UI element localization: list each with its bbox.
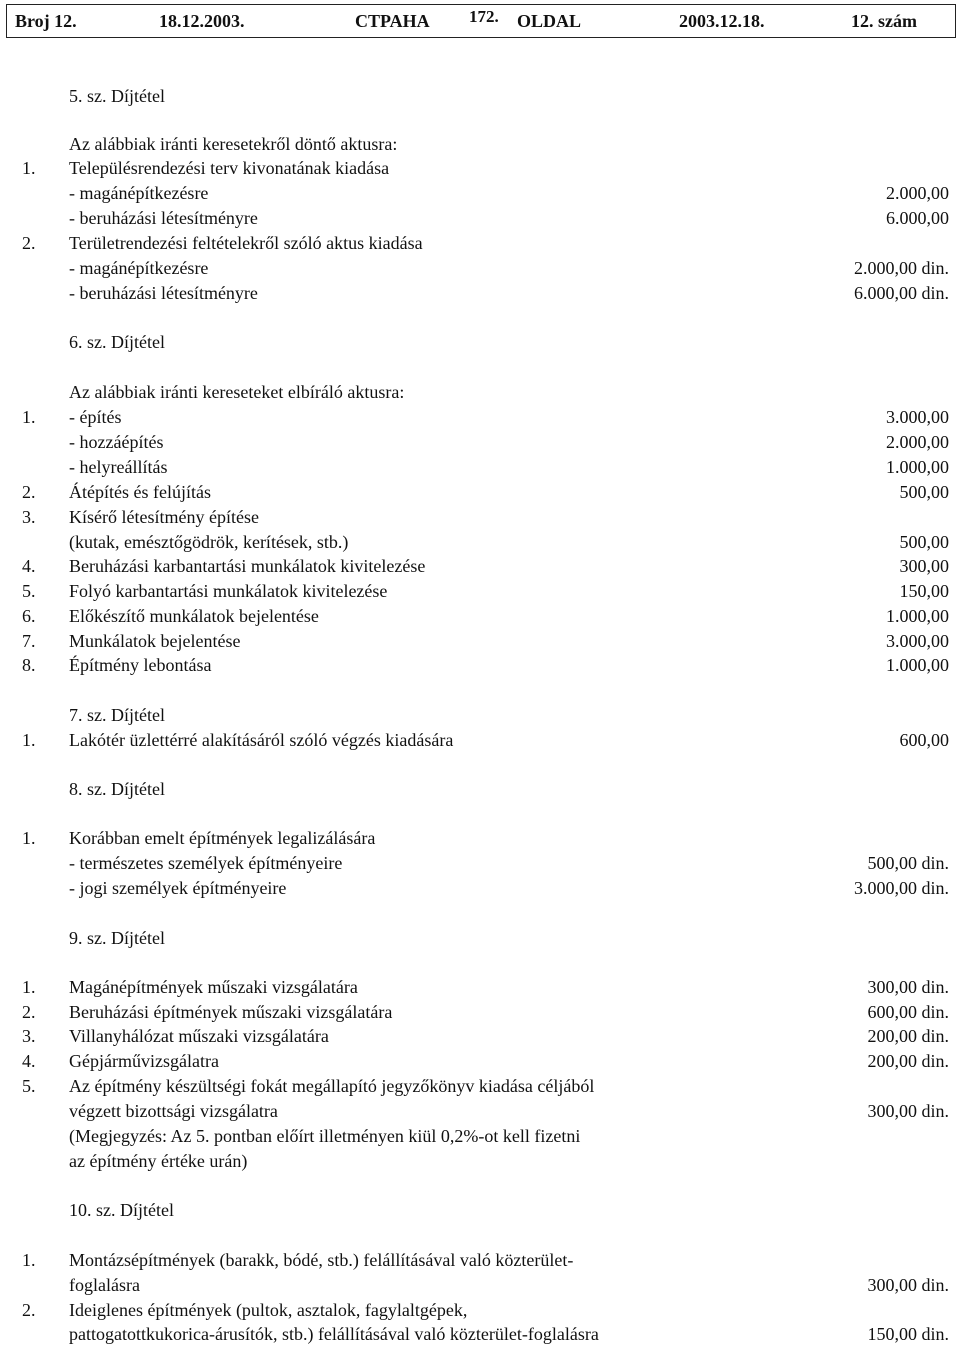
fee-line [0,728,960,752]
section-heading-row [0,703,960,727]
fee-line [0,1273,960,1297]
fee-line [0,256,960,280]
fee-line [0,604,960,628]
header-date-iso: 2003.12.18. [679,11,765,31]
section-heading: 9. sz. Díjtétel [69,928,165,948]
fee-line [0,1000,960,1024]
header-date: 18.12.2003. [159,11,245,31]
item-number: 4. [22,1051,36,1071]
fee-line [0,975,960,999]
section-heading-row [0,777,960,801]
item-text: (Megjegyzés: Az 5. pontban előírt illetményen kiül 0,2%-ot kell fizetni [69,1126,581,1146]
fee-line [0,132,960,156]
item-text: Településrendezési terv kivonatának kiadása [69,158,390,178]
fee-line [0,281,960,305]
fee-line [0,206,960,230]
fee-amount: 150,00 [899,581,949,601]
fee-amount: 150,00 din. [867,1324,949,1344]
item-number: 2. [22,1300,36,1320]
item-text: foglalásra [69,1275,140,1295]
item-number: 1. [22,828,36,848]
fee-line [0,530,960,554]
fee-amount: 2.000,00 din. [853,258,949,278]
item-number: 1. [22,1250,36,1270]
fee-line [0,430,960,454]
fee-amount: 1.000,00 [886,655,949,675]
fee-line [0,405,960,429]
item-number: 1. [22,730,36,750]
section-heading: 5. sz. Díjtétel [69,86,165,106]
header-page-number: 172. [469,7,499,26]
header-page-word-cyrillic: CTPAHA [355,11,430,31]
fee-amount: 500,00 din. [867,853,949,873]
item-text: Ideiglenes építmények (pultok, asztalok, fagylaltgépek, [69,1300,468,1320]
item-text: - természetes személyek építményeire [69,853,343,873]
fee-line [0,1124,960,1148]
item-number: 3. [22,1026,36,1046]
item-text: - helyreállítás [69,457,168,477]
item-number: 4. [22,556,36,576]
section-heading-row [0,84,960,108]
fee-line [0,505,960,529]
item-text: Kísérő létesítmény építése [69,507,259,527]
fee-line [0,629,960,653]
fee-line [0,653,960,677]
fee-line [0,554,960,578]
fee-line [0,231,960,255]
fee-amount: 3.000,00 din. [853,878,949,898]
fee-amount: 500,00 [899,532,949,552]
fee-amount: 300,00 din. [867,1101,949,1121]
item-text: az építmény értéke urán) [69,1151,248,1171]
header-issue-number-alt: 12. szám [851,11,917,31]
item-number: 8. [22,655,36,675]
item-text: Az építmény készültségi fokát megállapító jegyzőkönyv kiadása céljából [69,1076,595,1096]
fee-line [0,380,960,404]
item-text: - hozzáépítés [69,432,164,452]
item-text: Átépítés és felújítás [69,482,211,502]
fee-amount: 6.000,00 din. [853,283,949,303]
item-text: Területrendezési feltételekről szóló aktus kiadása [69,233,423,253]
item-number: 5. [22,1076,36,1096]
item-number: 1. [22,407,36,427]
item-text: Az alábbiak iránti kereseteket elbíráló aktusra: [69,382,405,402]
item-number: 1. [22,977,36,997]
fee-line [0,1322,960,1346]
item-number: 2. [22,1002,36,1022]
section-heading: 8. sz. Díjtétel [69,779,165,799]
section-heading-row [0,1198,960,1222]
fee-amount: 3.000,00 [886,407,949,427]
item-number: 1. [22,158,36,178]
fee-amount: 500,00 [899,482,949,502]
item-number: 2. [22,233,36,253]
fee-amount: 1.000,00 [886,606,949,626]
section-heading-row [0,926,960,950]
fee-amount: 600,00 [899,730,949,750]
fee-line [0,1074,960,1098]
item-text: - beruházási létesítményre [69,208,258,228]
item-text: - beruházási létesítményre [69,283,258,303]
header-issue-number: Broj 12. [15,11,77,31]
item-text: pattogatottkukorica-árusítók, stb.) felállításával való közterület-foglalásra [69,1324,599,1344]
section-heading: 6. sz. Díjtétel [69,332,165,352]
section-heading: 7. sz. Díjtétel [69,705,165,725]
item-text: Villanyhálózat műszaki vizsgálatára [69,1026,329,1046]
fee-line [0,1248,960,1272]
fee-amount: 6.000,00 [886,208,949,228]
item-text: - magánépítkezésre [69,183,209,203]
item-text: Lakótér üzlettérré alakításáról szóló végzés kiadására [69,730,454,750]
fee-line [0,181,960,205]
item-number: 5. [22,581,36,601]
item-text: végzett bizottsági vizsgálatra [69,1101,278,1121]
item-number: 2. [22,482,36,502]
fee-amount: 200,00 din. [867,1051,949,1071]
fee-amount: 2.000,00 [886,183,949,203]
fee-line [0,1149,960,1173]
fee-line [0,156,960,180]
fee-line [0,876,960,900]
fee-line [0,1049,960,1073]
item-text: Az alábbiak iránti keresetekről döntő aktusra: [69,134,398,154]
item-text: Beruházási építmények műszaki vizsgálatára [69,1002,393,1022]
fee-amount: 600,00 din. [867,1002,949,1022]
item-text: Beruházási karbantartási munkálatok kivitelezése [69,556,426,576]
fee-line [0,851,960,875]
section-heading: 10. sz. Díjtétel [69,1200,174,1220]
item-text: Gépjárművizsgálatra [69,1051,219,1071]
fee-amount: 3.000,00 [886,631,949,651]
item-text: - építés [69,407,122,427]
item-text: Építmény lebontása [69,655,212,675]
fee-amount: 300,00 [899,556,949,576]
fee-line [0,1024,960,1048]
fee-amount: 200,00 din. [867,1026,949,1046]
fee-amount: 300,00 din. [867,977,949,997]
item-text: Magánépítmények műszaki vizsgálatára [69,977,358,997]
item-text: Korábban emelt építmények legalizálására [69,828,376,848]
item-number: 6. [22,606,36,626]
item-text: Előkészítő munkálatok bejelentése [69,606,319,626]
item-text: - jogi személyek építményeire [69,878,287,898]
fee-line [0,1099,960,1123]
fee-amount: 300,00 din. [867,1275,949,1295]
item-number: 7. [22,631,36,651]
fee-line [0,480,960,504]
fee-amount: 1.000,00 [886,457,949,477]
fee-line [0,1298,960,1322]
fee-line [0,455,960,479]
item-text: Folyó karbantartási munkálatok kivitelezése [69,581,388,601]
header-page-word-hungarian: OLDAL [517,11,582,31]
item-text: - magánépítkezésre [69,258,209,278]
item-text: Montázsépítmények (barakk, bódé, stb.) felállításával való közterület- [69,1250,574,1270]
item-text: Munkálatok bejelentése [69,631,241,651]
section-heading-row [0,330,960,354]
item-text: (kutak, emésztőgödrök, kerítések, stb.) [69,532,349,552]
fee-amount: 2.000,00 [886,432,949,452]
item-number: 3. [22,507,36,527]
fee-line [0,579,960,603]
fee-line [0,826,960,850]
